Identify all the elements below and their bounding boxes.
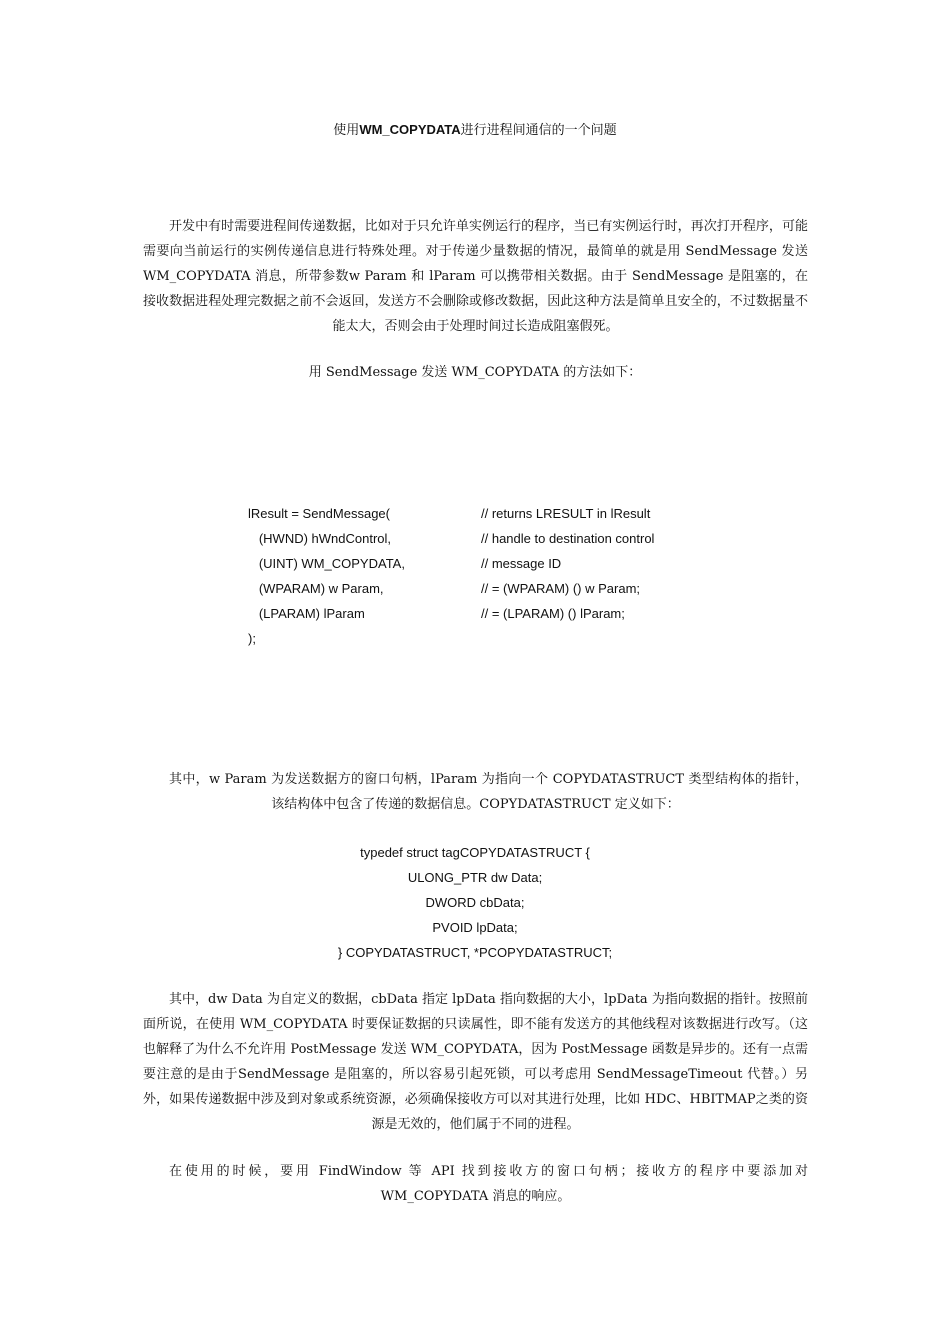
struct-line: DWORD cbData;: [425, 895, 525, 910]
document-title: [0, 120, 950, 141]
code-line: [248, 553, 748, 578]
code-statement: (WPARAM) w Param,: [248, 581, 384, 596]
sendmessage-code-block: [248, 503, 748, 653]
code-line: [248, 603, 748, 628]
code-comment: // = (LPARAM) () lParam;: [481, 606, 625, 621]
code-line: [248, 503, 748, 528]
title-keyword: WM_COPYDATA: [359, 122, 461, 137]
code-comment: // message ID: [481, 556, 562, 571]
struct-line: PVOID lpData;: [432, 920, 518, 935]
code-comment: // returns LRESULT in lResult: [481, 506, 651, 521]
code-statement: );: [248, 631, 256, 646]
usage-paragraph: 在使用的时候，要用 FindWindow 等 API 找到接收方的窗口句柄；接收方的程序中要添加对 WM_COPYDATA 消息的响应。: [169, 1164, 808, 1204]
method-intro-line: 用 SendMessage 发送 WM_COPYDATA 的方法如下：: [308, 365, 642, 380]
title-prefix: 使用: [333, 123, 360, 138]
code-statement: (LPARAM) lParam: [248, 606, 365, 621]
code-statement: (UINT) WM_COPYDATA,: [248, 556, 405, 571]
fields-paragraph: 其中，dw Data 为自定义的数据，cbData 指定 lpData 指向数据的大小，lpData 为指向数据的指针。按照前面所说，在使用 WM_COPYDATA 时要保证数据的只读属性，即不能有发送方的其他线程对该数据进行改写。（这也解释了为什么不允许用 PostMessage 发送 WM_COPYDATA，因为 PostMessage 函数是异步的。还有一点需要注意的是由于SendMessage 是阻塞的，所以容易引起死锁，可以考虑用 SendMessageTimeout 代替。）另外，如果传递数据中涉及到对象或系统资源，必须确保接收方可以对其进行处理，比如 HDC、HBITMAP之类的资源是无效的，他们属于不同的进程。: [143, 992, 808, 1132]
copydatastruct-definition: [0, 842, 950, 967]
code-statement: (HWND) hWndControl,: [248, 531, 392, 546]
struct-line: ULONG_PTR dw Data;: [407, 870, 543, 885]
code-line: [248, 578, 748, 603]
code-statement: lResult = SendMessage(: [248, 506, 390, 521]
struct-line: typedef struct tagCOPYDATASTRUCT {: [360, 845, 590, 860]
title-suffix: 进行进程间通信的一个问题: [460, 123, 617, 138]
intro-paragraph: 开发中有时需要进程间传递数据，比如对于只允许单实例运行的程序，当已有实例运行时，再次打开程序，可能需要向当前运行的实例传递信息进行特殊处理。对于传递少量数据的情况，最简单的就是用 SendMessage 发送 WM_COPYDATA 消息，所带参数w Param 和 lParam 可以携带相关数据。由于 SendMessage 是阻塞的，在接收数据进程处理完数据之前不会返回，发送方不会删除或修改数据，因此这种方法是简单且安全的，不过数据量不能太大，否则会由于处理时间过长造成阻塞假死。: [143, 219, 808, 334]
params-paragraph: 其中，w Param 为发送数据方的窗口句柄，lParam 为指向一个 COPYDATASTRUCT 类型结构体的指针，该结构体中包含了传递的数据信息。COPYDATASTRUCT 定义如下：: [169, 772, 808, 812]
struct-line: } COPYDATASTRUCT, *PCOPYDATASTRUCT;: [337, 945, 613, 960]
code-line: [248, 628, 748, 653]
code-comment: // handle to destination control: [481, 531, 655, 546]
code-line: [248, 528, 748, 553]
code-comment: // = (WPARAM) () w Param;: [481, 581, 641, 596]
